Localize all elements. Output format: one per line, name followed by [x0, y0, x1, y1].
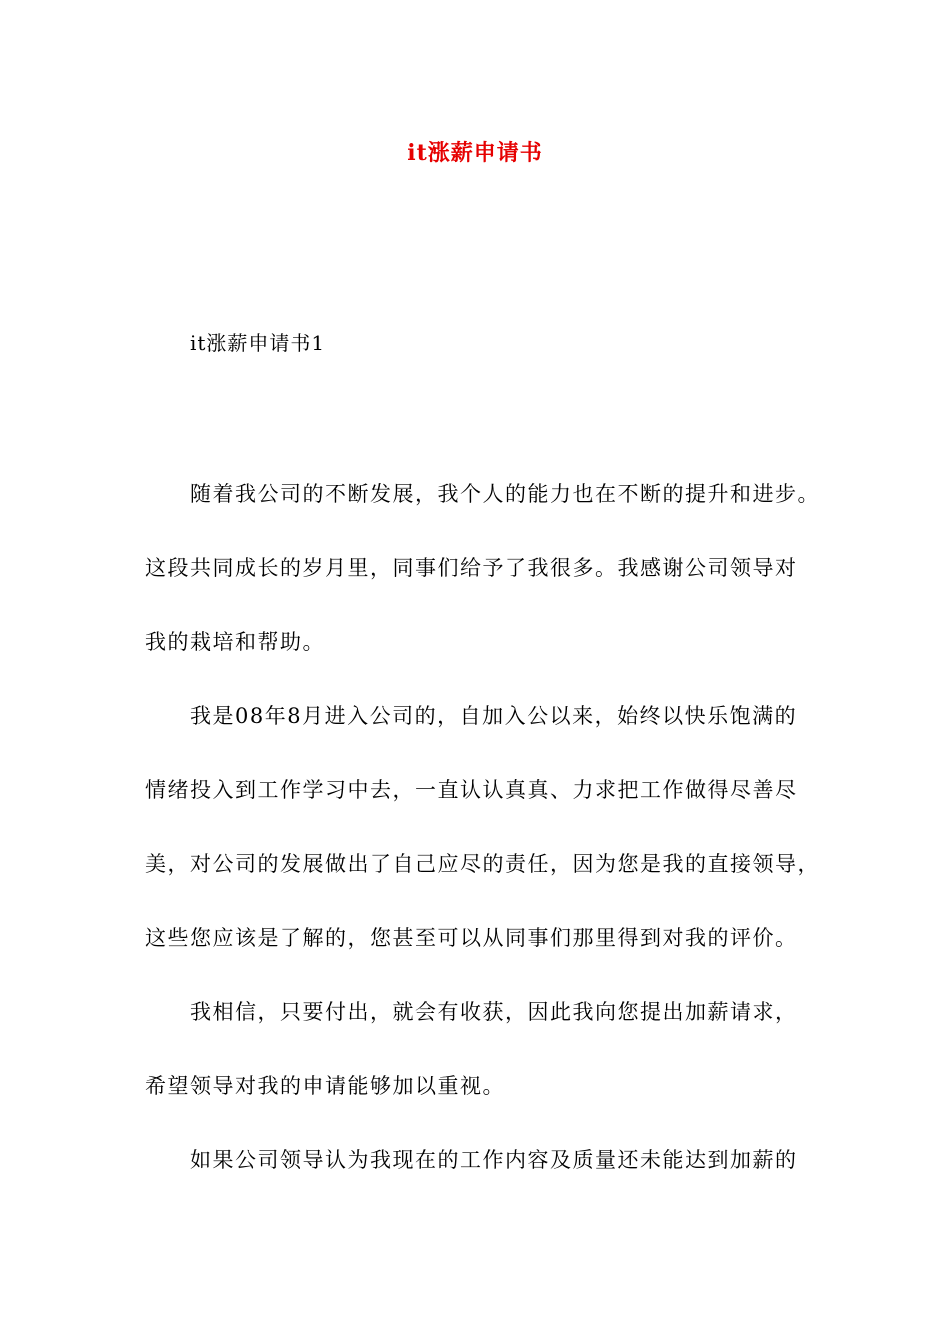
paragraph-line: 我是08年8月进入公司的，自加入公以来，始终以快乐饱满的 [190, 704, 798, 728]
paragraph-line: 如果公司领导认为我现在的工作内容及质量还未能达到加薪的 [190, 1148, 798, 1172]
paragraph-line: 情绪投入到工作学习中去，一直认认真真、力求把工作做得尽善尽 [145, 778, 798, 802]
paragraph-line: 我的栽培和帮助。 [145, 630, 325, 654]
document-title: it涨薪申请书 [407, 140, 543, 166]
section-heading: it涨薪申请书1 [190, 331, 326, 355]
paragraph-line: 我相信，只要付出，就会有收获，因此我向您提出加薪请求， [190, 1000, 798, 1024]
paragraph-line: 美，对公司的发展做出了自己应尽的责任，因为您是我的直接领导， [145, 852, 820, 876]
paragraph-line: 希望领导对我的申请能够加以重视。 [145, 1074, 505, 1098]
paragraph-line: 这些您应该是了解的，您甚至可以从同事们那里得到对我的评价。 [145, 926, 798, 950]
paragraph-line: 这段共同成长的岁月里，同事们给予了我很多。我感谢公司领导对 [145, 556, 798, 580]
paragraph-line: 随着我公司的不断发展，我个人的能力也在不断的提升和进步。 [190, 482, 820, 506]
